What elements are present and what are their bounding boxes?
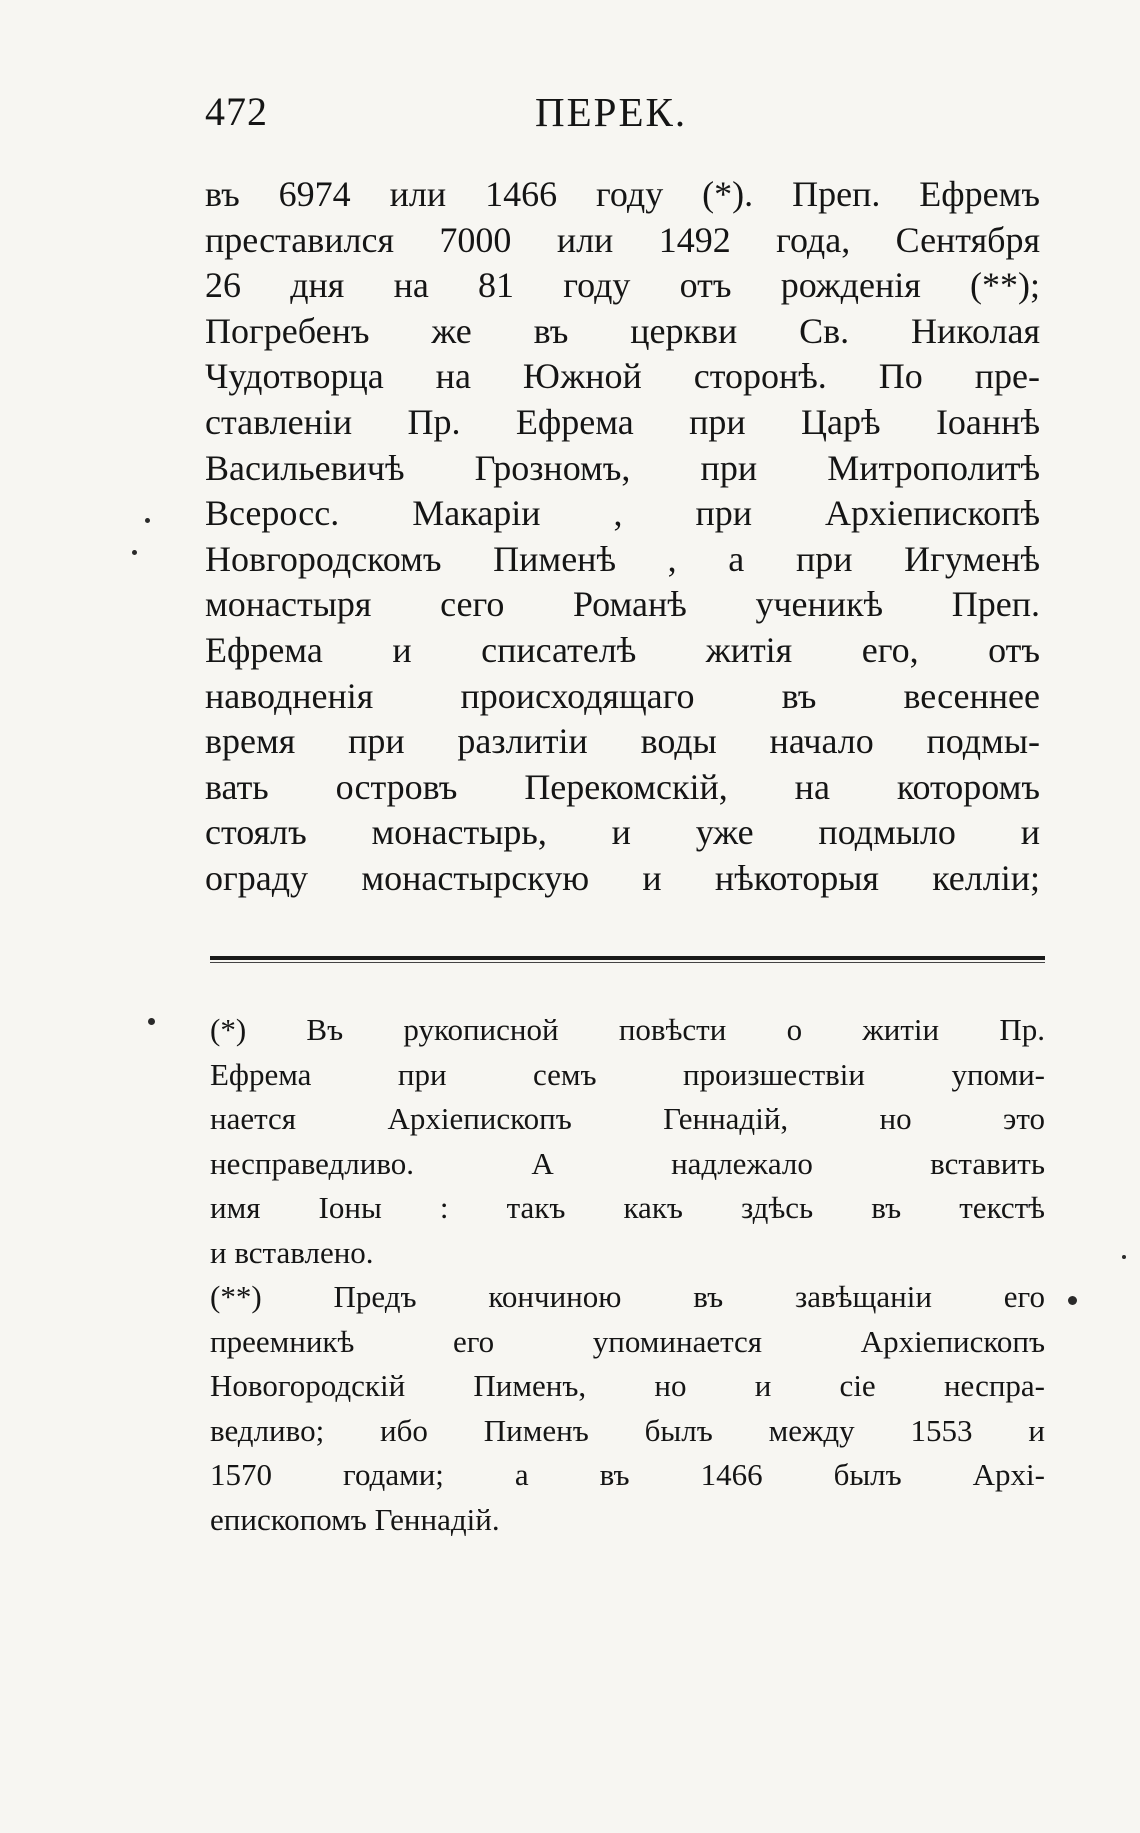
text-line: преставился 7000 или 1492 года, Сентября [205,219,1040,260]
footnote-separator-rule [210,952,1045,966]
footnote-line: и вставлено. [210,1234,374,1270]
scan-speck [1068,1296,1077,1305]
rule-thin-line [210,962,1045,963]
footnote-line: несправедливо. А надлежало вставить [210,1145,1045,1181]
text-line: ограду монастырскую и нѣкоторыя келліи; [205,857,1040,898]
footnote-line: ведливо; ибо Пименъ былъ между 1553 и [210,1412,1045,1448]
text-line: стоялъ монастырь, и уже подмыло и [205,812,1040,853]
text-line: Чудотворца на Южной сторонѣ. По пре- [205,356,1040,397]
scan-speck [132,550,137,555]
text-line: Всеросс. Макаріи , при Архіепископѣ [205,493,1040,534]
rule-thick-line [210,956,1045,960]
text-line: ставленіи Пр. Ефрема при Царѣ Іоаннѣ [205,401,1040,442]
footnote-line: епископомъ Геннадій. [210,1501,500,1537]
footnote-line: Новогородскій Пименъ, но и сіе неспра- [210,1368,1045,1403]
footnote-1 [210,1008,1045,1275]
footnote-line: Ефрема при семъ произшествіи упоми- [210,1056,1045,1092]
footnote-line: (**) Предъ кончиною въ завѣщаніи его [210,1279,1045,1314]
main-text-block [205,172,1040,902]
text-line: 26 дня на 81 году отъ рожденія (**); [205,265,1040,306]
footnote-2 [210,1275,1045,1542]
scan-speck [1122,1255,1126,1259]
footnote-line: преемникѣ его упоминается Архіепископъ [210,1323,1045,1359]
page-number: 472 [205,89,268,134]
footnote-line: (*) Въ рукописной повѣсти о житіи Пр. [210,1012,1045,1047]
text-line: вать островъ Перекомскій, на которомъ [205,766,1040,807]
footnotes-block [210,1008,1045,1542]
text-line: Ефрема и списателѣ житія его, отъ [205,629,1040,670]
footnote-line: имя Іоны : такъ какъ здѣсь въ текстѣ [210,1190,1045,1225]
footnote-line: нается Архіепископъ Геннадій, но это [210,1101,1045,1136]
scan-speck [145,518,150,523]
text-line: Погребенъ же въ церкви Св. Николая [205,310,1040,351]
text-line: Новгородскомъ Пименѣ , а при Игуменѣ [205,538,1040,579]
text-line: наводненія происходящаго въ весеннее [205,675,1040,716]
running-head: ПЕРЕК. [535,89,688,135]
text-line: въ 6974 или 1466 году (*). Преп. Ефремъ [205,174,1040,214]
text-line: монастыря сего Романѣ ученикѣ Преп. [205,584,1040,625]
scan-speck [148,1018,155,1025]
page-header [205,88,1040,148]
text-line: время при разлитіи воды начало подмы- [205,721,1040,762]
text-line: Васильевичѣ Грозномъ, при Митрополитѣ [205,447,1040,488]
footnote-line: 1570 годами; а въ 1466 былъ Архі- [210,1457,1045,1492]
